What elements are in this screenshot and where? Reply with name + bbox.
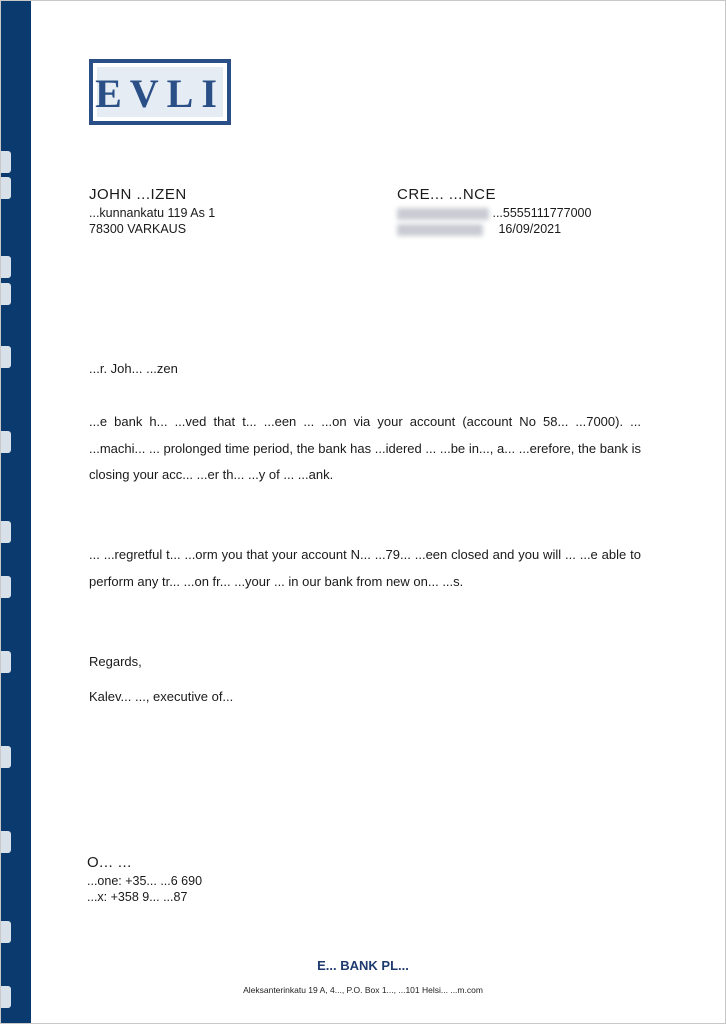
band-notch [1, 151, 11, 173]
contact-company: O... ... [87, 854, 132, 871]
recipient-address-line1: ...kunnankatu 119 As 1 [89, 206, 216, 220]
contact-fax: ...x: +358 9... ...87 [87, 890, 188, 904]
footer-bank-name: E... BANK PL... [317, 958, 409, 973]
signature: Kalev... ..., executive of... [89, 689, 234, 704]
band-notch [1, 177, 11, 199]
redacted-label [397, 224, 483, 236]
contact-block [87, 853, 202, 905]
band-notch [1, 576, 11, 598]
band-notch [1, 346, 11, 368]
band-notch [1, 746, 11, 768]
band-notch [1, 921, 11, 943]
reference-number: ...5555111777000 [492, 206, 592, 220]
contact-phone: ...one: +35... ...6 690 [87, 874, 203, 888]
bank-logo [89, 59, 231, 125]
band-notch [1, 431, 11, 453]
left-decorative-band [1, 1, 31, 1023]
reference-date: 16/09/2021 [498, 222, 562, 236]
reference-block [397, 185, 591, 237]
reference-number-row [397, 205, 591, 221]
reference-heading: CRE... ...NCE [397, 186, 497, 203]
redacted-label [397, 208, 489, 220]
body-paragraph-1: ...e bank h... ...ved that t... ...een ... ...on via your account (account No 58... ...7000). ... ...machi... ... prolonged time period, the bank has ...idered ... ...be in..., a... ...erefore, the bank is closing your acc... ...er th... ...y of ... ...ank. [89, 414, 641, 482]
recipient-block [89, 185, 215, 237]
band-notch [1, 831, 11, 853]
body-paragraph-2: ... ...regretful t... ...orm you that your account N... ...79... ...een closed and you will ... ...e able to perform any tr... ...on fr... ...your ... in our bank from new on... ...s. [89, 547, 641, 589]
recipient-address-line2: 78300 VARKAUS [89, 222, 187, 236]
band-notch [1, 521, 11, 543]
band-notch [1, 651, 11, 673]
band-notch [1, 283, 11, 305]
logo-wordmark: EVLI [95, 71, 225, 116]
recipient-name: JOHN ...IZEN [89, 186, 187, 203]
band-notch [1, 256, 11, 278]
closing: Regards, [89, 654, 142, 669]
footer-address: Aleksanterinkatu 19 A, 4..., P.O. Box 1..., ...101 Helsi... ...m.com [243, 985, 483, 995]
reference-date-row [397, 221, 591, 237]
salutation: ...r. Joh... ...zen [89, 361, 178, 376]
